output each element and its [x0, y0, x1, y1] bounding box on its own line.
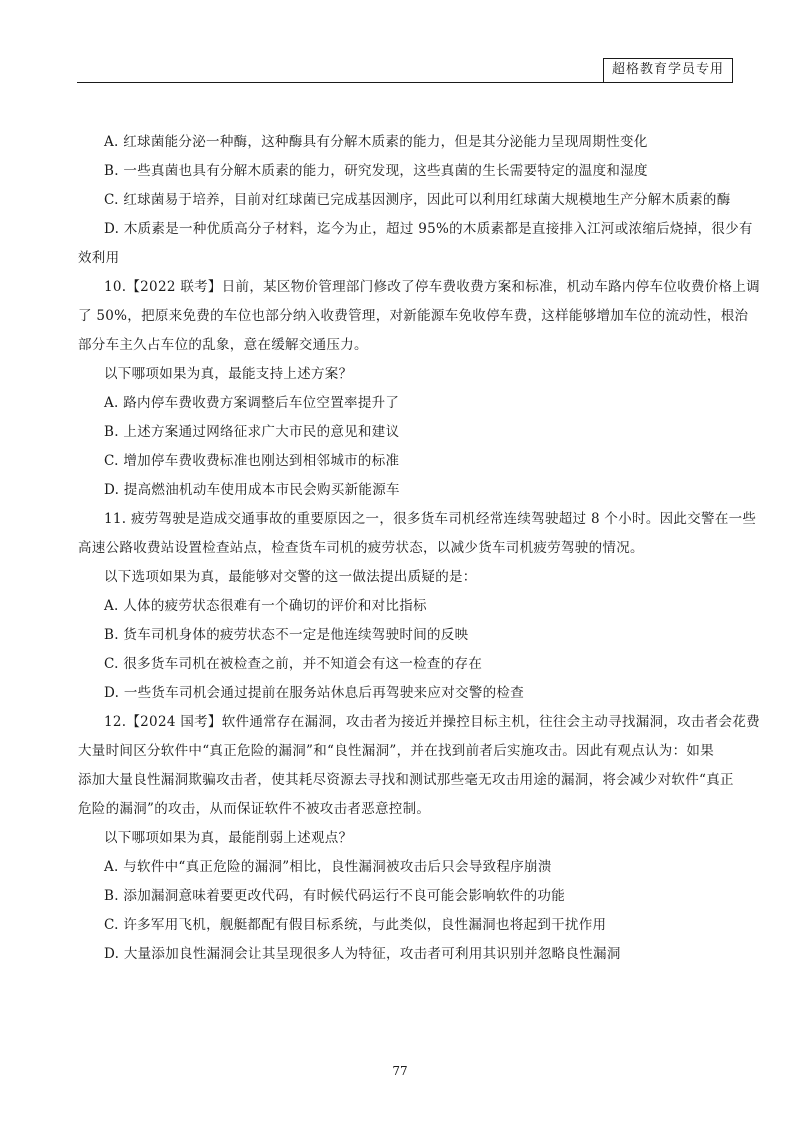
- page-content: [78, 128, 760, 969]
- text-line: D. 木质素是一种优质高分子材料，迄今为止，超过 95%的木质素都是直接排入江河或浓缩后烧掉，很少有: [104, 221, 753, 237]
- text-line: 10.【2022 联考】日前，某区物价管理部门修改了停车费收费方案和标准，机动车路内停车位收费价格上调: [104, 279, 760, 295]
- text-line: 12.【2024 国考】软件通常存在漏洞，攻击者为接近并操控目标主机，往往会主动寻找漏洞，攻击者会花费: [104, 714, 760, 730]
- text-line: A. 人体的疲劳状态很难有一个确切的评价和对比指标: [104, 598, 427, 614]
- header-badge: 超格教育学员专用: [603, 58, 733, 83]
- text-line: D. 提高燃油机动车使用成本市民会购买新能源车: [104, 482, 400, 498]
- text-line: B. 一些真菌也具有分解木质素的能力，研究发现，这些真菌的生长需要特定的温度和湿度: [104, 163, 648, 179]
- text-line: 高速公路收费站设置检查站点，检查货车司机的疲劳状态，以减少货车司机疲劳驾驶的情况。: [78, 540, 644, 556]
- text-line: 危险的漏洞”的攻击，从而保证软件不被攻击者恶意控制。: [78, 801, 431, 817]
- text-line: 11. 疲劳驾驶是造成交通事故的重要原因之一，很多货车司机经常连续驾驶超过 8 个小时。因此交警在一些: [104, 511, 757, 527]
- text-line: C. 很多货车司机在被检查之前，并不知道会有这一检查的存在: [104, 656, 483, 672]
- text-line: C. 许多军用飞机，舰艇都配有假目标系统，与此类似，良性漏洞也将起到干扰作用: [104, 917, 607, 933]
- text-line: B. 上述方案通过网络征求广大市民的意见和建议: [104, 424, 400, 440]
- text-line: 效利用: [78, 250, 120, 266]
- text-line: 添加大量良性漏洞欺骗攻击者，使其耗尽资源去寻找和测试那些毫无攻击用途的漏洞，将会减少对软件“真正: [78, 772, 734, 788]
- header-rule: [77, 82, 723, 83]
- text-line: D. 一些货车司机会通过提前在服务站休息后再驾驶来应对交警的检查: [104, 685, 525, 701]
- text-line: C. 增加停车费收费标准也刚达到相邻城市的标准: [104, 453, 400, 469]
- text-line: A. 与软件中“真正危险的漏洞”相比，良性漏洞被攻击后只会导致程序崩溃: [104, 859, 552, 875]
- text-line: B. 货车司机身体的疲劳状态不一定是他连续驾驶时间的反映: [104, 627, 469, 643]
- page-number: 77: [392, 1064, 408, 1078]
- text-line: A. 红球菌能分泌一种酶，这种酶具有分解木质素的能力，但是其分泌能力呈现周期性变化: [104, 134, 648, 150]
- text-line: 以下选项如果为真，最能够对交警的这一做法提出质疑的是：: [104, 569, 477, 585]
- text-line: 大量时间区分软件中“真正危险的漏洞”和“良性漏洞”，并在找到前者后实施攻击。因此有观点认为：如果: [78, 743, 715, 759]
- text-line: C. 红球菌易于培养，目前对红球菌已完成基因测序，因此可以利用红球菌大规模地生产分解木质素的酶: [104, 192, 731, 208]
- text-line: A. 路内停车费收费方案调整后车位空置率提升了: [104, 395, 400, 411]
- text-line: B. 添加漏洞意味着要更改代码，有时候代码运行不良可能会影响软件的功能: [104, 888, 566, 904]
- text-line: 了 50%，把原来免费的车位也部分纳入收费管理，对新能源车免收停车费，这样能够增加车位的流动性，根治: [78, 308, 749, 324]
- text-line: D. 大量添加良性漏洞会让其呈现很多人为特征，攻击者可利用其识别并忽略良性漏洞: [104, 946, 621, 962]
- text-line: 以下哪项如果为真，最能支持上述方案？: [104, 366, 353, 382]
- text-line: 部分车主久占车位的乱象，意在缓解交通压力。: [78, 337, 368, 353]
- text-line: 以下哪项如果为真，最能削弱上述观点？: [104, 830, 353, 846]
